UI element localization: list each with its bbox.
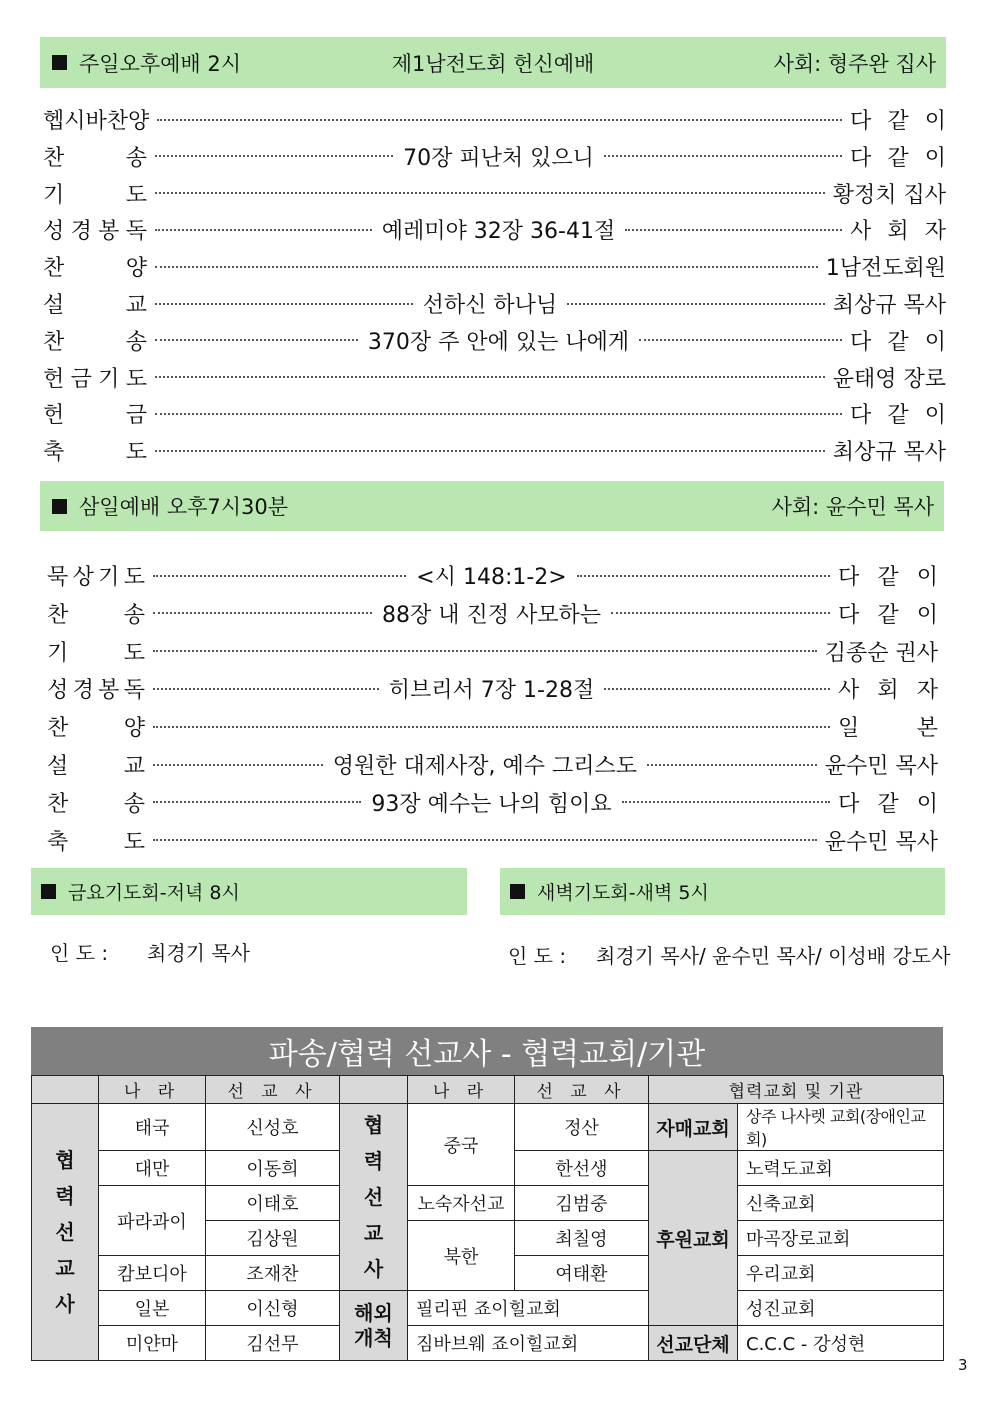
order-item-performer: 황정치 집사 (832, 182, 946, 208)
table-row (32, 1186, 944, 1221)
friday-leader: 인 도 : 최경기 목사 (50, 941, 250, 965)
missionary-cell: 신성호 (206, 1104, 340, 1151)
order-item-label: 찬 송 (43, 145, 147, 171)
order-item-performer: 윤수민 목사 (824, 829, 938, 855)
missions-title: 파송/협력 선교사 - 협력교회/기관 (31, 1027, 943, 1075)
order-item-label: 찬 송 (47, 602, 145, 628)
col-churches: 협력교회 및 기관 (649, 1076, 944, 1104)
sister-church-label: 자매교회 (649, 1104, 738, 1151)
dot-leader (153, 726, 830, 728)
dot-leader (153, 839, 817, 841)
order-row (47, 746, 938, 783)
missionary-cell: 이동희 (206, 1151, 340, 1186)
country-cell: 캄보디아 (99, 1256, 206, 1291)
order-item-label: 설 교 (43, 293, 147, 318)
dot-leader (155, 192, 825, 194)
order-item-detail: 히브리서 7장 1-28절 (388, 678, 595, 704)
order-item-label: 축 도 (47, 829, 145, 855)
dot-leader (155, 450, 825, 452)
country-cell: 일본 (99, 1291, 206, 1326)
missionary-cell: 김범중 (515, 1186, 649, 1221)
square-bullet-icon (41, 884, 56, 899)
square-bullet-icon (52, 499, 67, 514)
country-cell: 미얀마 (99, 1326, 206, 1361)
country-cell: 북한 (408, 1221, 515, 1291)
sunday-service-theme: 제1남전도회 헌신예배 (391, 51, 595, 76)
square-bullet-icon (510, 884, 525, 899)
missionary-cell: 이신형 (206, 1291, 340, 1326)
support-church: 성진교회 (738, 1291, 944, 1326)
order-item-label: 헌 금 기 도 (43, 366, 147, 392)
order-item-performer: 최상규 목사 (832, 293, 946, 318)
dawn-prayer-header: 새벽기도회-새벽 5시 (500, 868, 945, 915)
order-item-performer: 김종순 권사 (824, 640, 938, 666)
order-item-detail: 88장 내 진정 사모하는 (382, 602, 601, 628)
order-item-detail: 영원한 대제사장, 예수 그리스도 (332, 754, 637, 779)
friday-prayer-header: 금요기도회-저녁 8시 (31, 868, 467, 915)
order-row (47, 633, 938, 670)
order-item-detail: 93장 예수는 나의 힘이요 (371, 791, 612, 817)
order-row (43, 395, 946, 432)
order-item-performer: 최상규 목사 (832, 440, 946, 466)
support-church: 마곡장로교회 (738, 1221, 944, 1256)
missionary-cell: 김선무 (206, 1326, 340, 1361)
order-item-performer: 일 본 (838, 716, 938, 742)
group-coop-missionaries-2: 협 력 선 교 사 (340, 1104, 408, 1291)
order-item-performer: 다 같 이 (850, 145, 946, 171)
order-row (43, 138, 946, 175)
order-item-label: 설 교 (47, 754, 145, 779)
sunday-service-title: 주일오후예배 2시 (52, 48, 241, 78)
group-coop-missionaries: 협 력 선 교 사 (32, 1104, 99, 1361)
missionary-cell: 이태호 (206, 1186, 340, 1221)
dot-leader (155, 141, 842, 172)
order-item-performer: 다 같 이 (838, 602, 938, 628)
order-row (43, 101, 946, 138)
order-row (47, 784, 938, 821)
order-item-performer: 윤수민 목사 (824, 754, 938, 779)
order-item-label: 축 도 (43, 440, 147, 466)
dot-leader (153, 673, 830, 704)
sunday-order-list (43, 101, 946, 471)
order-row (43, 285, 946, 322)
missions-table (31, 1075, 944, 1361)
order-item-performer: 사 회 자 (850, 219, 946, 245)
dot-leader (153, 787, 830, 818)
country-cell: 태국 (99, 1104, 206, 1151)
order-item-performer: 다 같 이 (850, 109, 946, 134)
order-item-performer: 다 같 이 (850, 403, 946, 429)
support-church: 우리교회 (738, 1256, 944, 1291)
order-item-label: 찬 송 (43, 329, 147, 355)
dot-leader (153, 560, 830, 591)
order-row (43, 175, 946, 212)
dot-leader (153, 749, 817, 780)
page-number: 3 (958, 1356, 968, 1374)
country-cell: 대만 (99, 1151, 206, 1186)
missionary-cell: 김상원 (206, 1221, 340, 1256)
order-item-performer: 사 회 자 (838, 678, 938, 704)
order-row (47, 557, 938, 594)
order-row (43, 211, 946, 248)
order-item-label: 성 경 봉 독 (43, 219, 147, 245)
missionary-cell: 여태환 (515, 1256, 649, 1291)
order-item-detail: 예레미야 32장 36-41절 (381, 219, 616, 245)
missionary-cell: 정산 (515, 1104, 649, 1151)
order-item-label: 기 도 (43, 182, 147, 208)
order-item-detail: <시 148:1-2> (416, 565, 567, 590)
missionary-cell: 조재찬 (206, 1256, 340, 1291)
missionary-cell: 최칠영 (515, 1221, 649, 1256)
dot-leader (153, 598, 830, 629)
order-item-performer: 1남전도회원 (825, 256, 946, 282)
sunday-service-host: 사회: 형주완 집사 (773, 51, 936, 76)
mission-org: C.C.C - 강성현 (738, 1326, 944, 1361)
table-row (32, 1326, 944, 1361)
table-row (32, 1104, 944, 1151)
order-item-label: 찬 송 (47, 791, 145, 817)
order-row (47, 595, 938, 632)
order-item-label: 묵 상 기 도 (47, 565, 145, 590)
order-item-detail: 선하신 하나님 (422, 293, 558, 318)
country-cell: 노숙자선교 (408, 1186, 515, 1221)
support-church: 신축교회 (738, 1186, 944, 1221)
table-row (32, 1291, 944, 1326)
dot-leader (155, 413, 842, 415)
dawn-leader: 인 도 : 최경기 목사/ 윤수민 목사/ 이성배 강도사 (508, 944, 951, 968)
dot-leader (155, 376, 825, 378)
order-item-label: 헵시바찬양 (43, 109, 150, 134)
square-bullet-icon (52, 55, 67, 70)
overseas-church: 짐바브웨 죠이힐교회 (408, 1326, 649, 1361)
wednesday-service-header (40, 481, 944, 531)
col-country: 나 라 (99, 1076, 206, 1104)
order-item-performer: 다 같 이 (850, 329, 946, 355)
order-row (43, 432, 946, 469)
table-header-row (32, 1076, 944, 1104)
order-item-label: 기 도 (47, 640, 145, 666)
overseas-church: 필리핀 죠이힐교회 (408, 1291, 649, 1326)
order-row (47, 708, 938, 745)
country-cell: 파라과이 (99, 1186, 206, 1256)
order-item-detail: 370장 주 안에 있는 나에게 (367, 329, 630, 355)
group-overseas: 해외 개척 (340, 1291, 408, 1361)
sunday-service-header (40, 37, 946, 88)
order-item-label: 찬 양 (43, 256, 147, 282)
order-item-performer: 윤태영 장로 (832, 366, 946, 392)
mission-org-label: 선교단체 (649, 1326, 738, 1361)
order-row (47, 670, 938, 707)
col-missionary: 선 교 사 (206, 1076, 340, 1104)
wednesday-order-list (47, 557, 938, 857)
order-item-detail: 70장 피난처 있으니 (403, 145, 594, 171)
support-church: 노력도교회 (738, 1151, 944, 1186)
sister-church: 상주 나사렛 교회(장애인교회) (738, 1104, 944, 1151)
missionary-cell: 한선생 (515, 1151, 649, 1186)
order-item-performer: 다 같 이 (838, 791, 938, 817)
dot-leader (155, 288, 825, 319)
col-missionary-2: 선 교 사 (515, 1076, 649, 1104)
order-row (43, 359, 946, 396)
dot-leader (155, 214, 842, 245)
order-item-label: 헌 금 (43, 403, 147, 429)
order-row (47, 822, 938, 859)
order-item-label: 찬 양 (47, 716, 145, 742)
dot-leader (155, 266, 818, 268)
country-cell: 중국 (408, 1104, 515, 1186)
col-country-2: 나 라 (408, 1076, 515, 1104)
order-item-label: 성 경 봉 독 (47, 678, 145, 704)
support-church-label: 후원교회 (649, 1151, 738, 1326)
dot-leader (153, 650, 817, 652)
order-row (43, 322, 946, 359)
wednesday-service-title: 삼일예배 오후7시30분 (52, 491, 288, 521)
dot-leader (157, 119, 842, 121)
wednesday-service-host: 사회: 윤수민 목사 (771, 495, 934, 519)
order-item-performer: 다 같 이 (838, 565, 938, 590)
order-row (43, 248, 946, 285)
dot-leader (155, 325, 842, 356)
